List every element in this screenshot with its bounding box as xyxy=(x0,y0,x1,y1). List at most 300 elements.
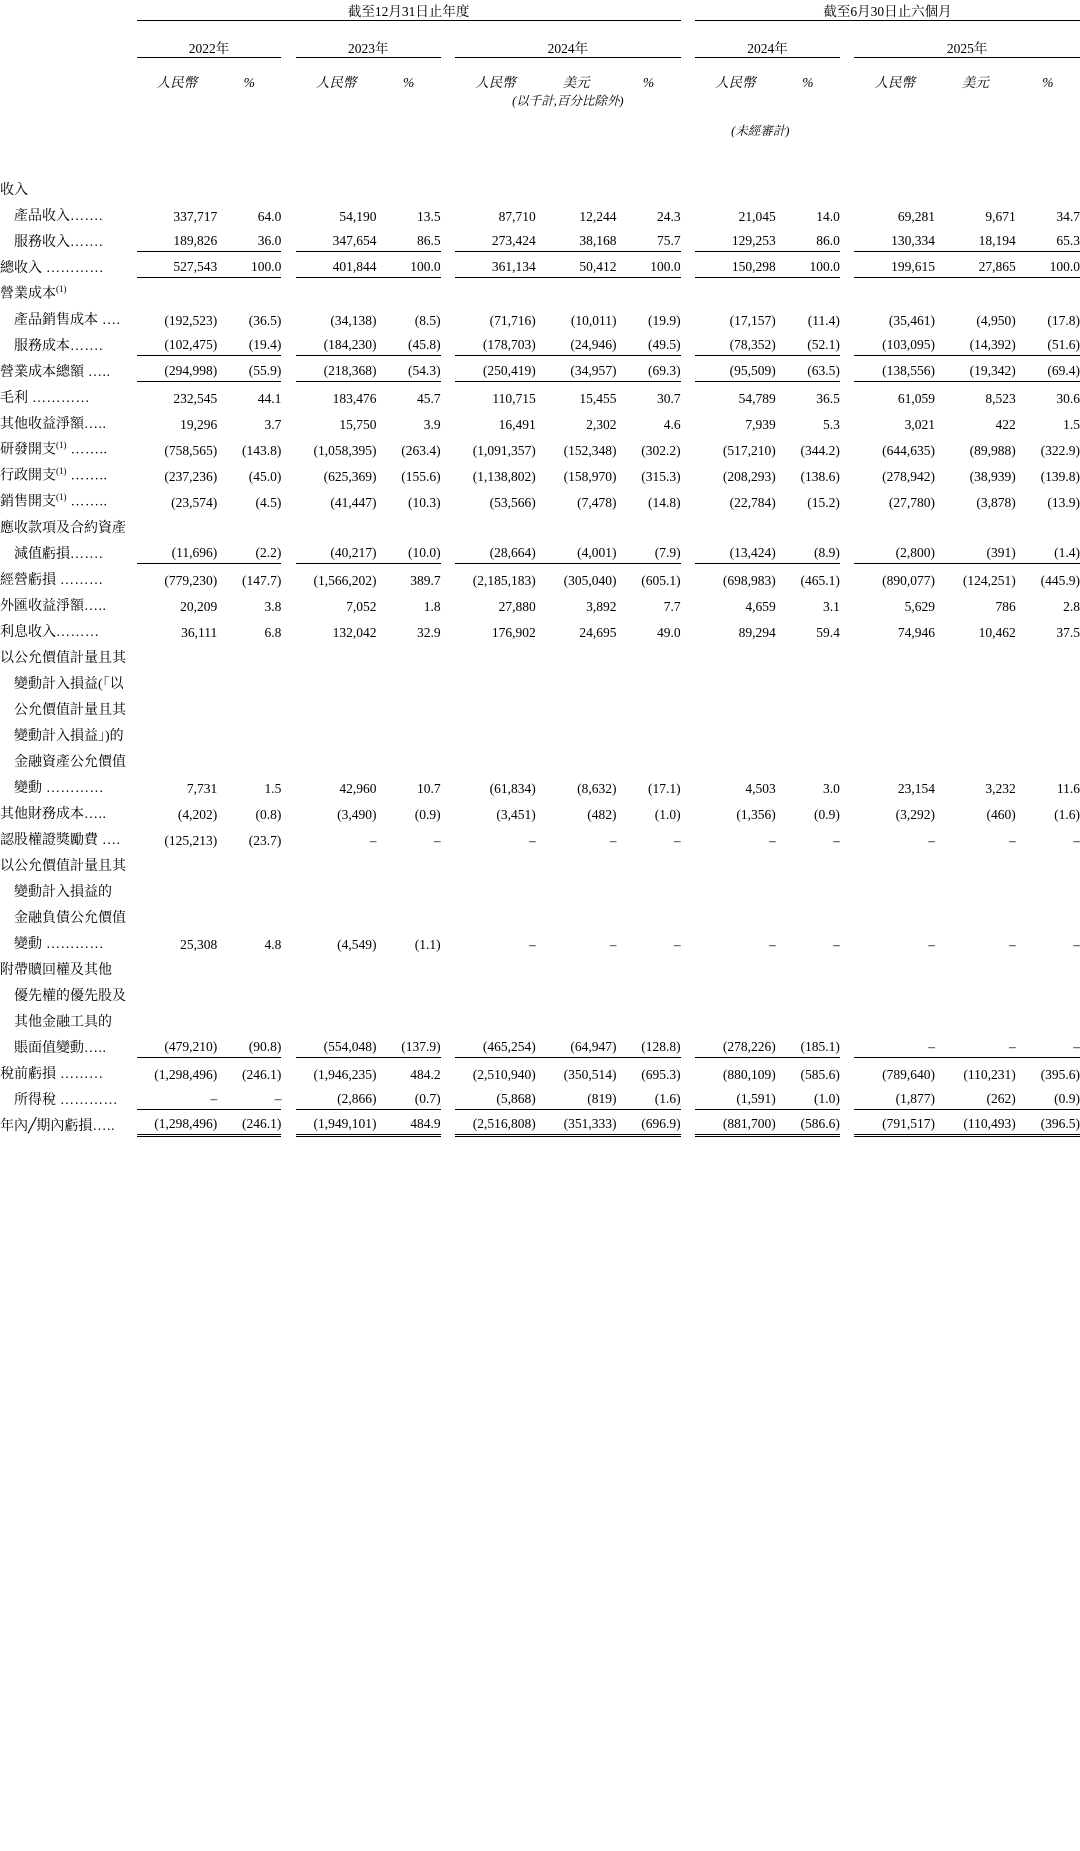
row-value: – xyxy=(217,1083,281,1109)
row-value: (69.4) xyxy=(1016,355,1080,381)
row-value xyxy=(377,875,441,901)
column-gap xyxy=(281,667,295,693)
column-gap xyxy=(681,277,695,303)
row-value: (89,988) xyxy=(969,443,1016,458)
row-value xyxy=(217,875,281,901)
row-value xyxy=(1016,693,1080,719)
row-label: 其他財務成本….. xyxy=(0,807,107,822)
row-label: 應收款項及合約資產 xyxy=(0,521,126,536)
row-value: (69.3) xyxy=(616,355,680,381)
column-gap xyxy=(840,589,854,615)
row-value: 14.0 xyxy=(816,209,840,224)
row-value: (1,591) xyxy=(695,1083,776,1109)
row-value: – xyxy=(928,833,936,848)
column-gap xyxy=(681,927,695,953)
header-spacer-1 xyxy=(0,21,1080,38)
row-value: (881,700) xyxy=(695,1109,776,1135)
row-value: (19,342) xyxy=(935,355,1016,381)
row-value xyxy=(854,745,935,771)
row-value xyxy=(776,693,840,719)
row-value: 2,302 xyxy=(586,417,617,432)
column-gap xyxy=(681,667,695,693)
row-value xyxy=(377,277,441,303)
row-value: (246.1) xyxy=(241,1067,282,1082)
row-value: 89,294 xyxy=(738,625,776,640)
column-gap xyxy=(840,329,854,355)
row-value: 23,154 xyxy=(897,781,936,796)
row-value: 1.8 xyxy=(423,599,441,614)
row-value xyxy=(377,511,441,537)
row-value: 11.6 xyxy=(1056,781,1080,796)
row-value: (192,523) xyxy=(164,313,218,328)
table-row xyxy=(0,199,1080,225)
row-value xyxy=(1016,849,1080,875)
column-gap xyxy=(441,797,455,823)
row-value: (482) xyxy=(587,807,617,822)
row-value xyxy=(296,719,377,745)
row-value xyxy=(137,511,218,537)
column-gap xyxy=(281,1109,295,1135)
table-row xyxy=(0,771,1080,797)
row-value: (143.8) xyxy=(241,443,282,458)
row-value: 183,476 xyxy=(332,391,377,406)
column-gap xyxy=(441,199,455,225)
column-gap xyxy=(681,719,695,745)
row-value: 65.3 xyxy=(1016,225,1080,251)
row-value xyxy=(536,1005,617,1031)
column-gap xyxy=(681,225,695,251)
row-value: (1,298,496) xyxy=(154,1067,218,1082)
column-gap xyxy=(281,355,295,381)
row-label: 研發開支$^{(1)}$ …….. xyxy=(0,440,108,458)
row-value xyxy=(616,745,680,771)
column-gap xyxy=(281,719,295,745)
row-value xyxy=(137,901,218,927)
row-value xyxy=(776,953,840,979)
row-value xyxy=(776,745,840,771)
row-value: 86.5 xyxy=(377,225,441,251)
row-value xyxy=(616,901,680,927)
row-value: 59.4 xyxy=(816,625,840,640)
header-group-annual: 截至12月31日止年度 xyxy=(137,0,681,21)
row-label: 公允價值計量且其 xyxy=(14,703,126,718)
row-value: (24,946) xyxy=(536,329,617,355)
row-value: 54,190 xyxy=(339,209,377,224)
row-value xyxy=(137,1005,218,1031)
row-value xyxy=(296,745,377,771)
row-value xyxy=(137,953,218,979)
row-value xyxy=(695,849,776,875)
header-cur-2024-usd: 美元 xyxy=(562,75,590,90)
row-value xyxy=(1016,173,1080,199)
row-value: (465.1) xyxy=(800,573,840,588)
row-label: 利息收入……… xyxy=(0,625,100,640)
row-value xyxy=(217,511,281,537)
row-value xyxy=(776,901,840,927)
row-value: (36.5) xyxy=(248,313,282,328)
row-value xyxy=(536,277,617,303)
column-gap xyxy=(681,693,695,719)
row-value: (10.0) xyxy=(377,537,441,563)
column-gap xyxy=(281,303,295,329)
column-gap xyxy=(441,745,455,771)
row-value: (10.3) xyxy=(408,495,441,510)
column-gap xyxy=(840,381,854,407)
column-gap xyxy=(681,1109,695,1135)
column-gap xyxy=(840,745,854,771)
row-label: 附帶贖回權及其他 xyxy=(0,963,112,978)
row-value: – xyxy=(1008,937,1016,952)
row-value: (278,226) xyxy=(695,1031,776,1057)
row-value: 3,021 xyxy=(904,417,936,432)
row-value: (17,157) xyxy=(729,313,776,328)
row-value: – xyxy=(609,833,617,848)
row-value: 36.5 xyxy=(816,391,840,406)
row-value: (95,509) xyxy=(695,355,776,381)
row-value xyxy=(217,641,281,667)
row-value xyxy=(296,979,377,1005)
row-value: (49.5) xyxy=(616,329,680,355)
row-value: 422 xyxy=(995,417,1016,432)
row-value xyxy=(1016,719,1080,745)
table-row xyxy=(0,641,1080,667)
column-gap xyxy=(441,979,455,1005)
row-value xyxy=(1016,277,1080,303)
row-value xyxy=(455,667,536,693)
row-value: 3.7 xyxy=(264,417,282,432)
column-gap xyxy=(840,927,854,953)
table-row xyxy=(0,615,1080,641)
column-gap xyxy=(681,901,695,927)
row-value xyxy=(217,1005,281,1031)
row-value xyxy=(217,745,281,771)
row-value xyxy=(455,641,536,667)
row-value xyxy=(1016,979,1080,1005)
column-gap xyxy=(840,953,854,979)
column-gap xyxy=(840,537,854,563)
row-value: (1.0) xyxy=(776,1083,840,1109)
row-value: (0.9) xyxy=(1016,1083,1080,1109)
row-value xyxy=(536,173,617,199)
header-cur-2022-rmb: 人民幣 xyxy=(156,75,198,90)
row-label: 優先權的優先股及 xyxy=(14,989,126,1004)
row-value xyxy=(616,173,680,199)
column-gap xyxy=(681,745,695,771)
row-value xyxy=(377,849,441,875)
table-row xyxy=(0,797,1080,823)
column-gap xyxy=(441,329,455,355)
row-value: 44.1 xyxy=(257,391,282,406)
row-value: 3,232 xyxy=(985,781,1016,796)
row-value xyxy=(935,511,1016,537)
row-label: 變動 ………… xyxy=(14,937,104,952)
header-cur-2025i-pct: % xyxy=(1042,75,1054,90)
row-value: – xyxy=(369,833,377,848)
row-value xyxy=(137,875,218,901)
row-value: (22,784) xyxy=(729,495,776,510)
row-value xyxy=(854,719,935,745)
row-label: 行政開支$^{(1)}$ …….. xyxy=(0,466,108,484)
row-value xyxy=(935,745,1016,771)
column-gap xyxy=(281,745,295,771)
row-value: (8.9) xyxy=(776,537,840,563)
table-row xyxy=(0,459,1080,485)
row-value: (517,210) xyxy=(722,443,776,458)
column-gap xyxy=(441,459,455,485)
row-value: (305,040) xyxy=(563,573,617,588)
row-label: 年內╱期內虧損….. xyxy=(0,1119,115,1134)
row-value: (351,333) xyxy=(536,1109,617,1135)
column-gap xyxy=(840,563,854,589)
row-value xyxy=(217,693,281,719)
header-cur-2025i-usd: 美元 xyxy=(961,75,989,90)
row-value: 100.0 xyxy=(616,251,680,277)
row-value xyxy=(935,719,1016,745)
row-value: (11.4) xyxy=(807,313,840,328)
row-value: 347,654 xyxy=(296,225,377,251)
row-value: 189,826 xyxy=(137,225,218,251)
column-gap xyxy=(281,849,295,875)
row-value: (13.9) xyxy=(1047,495,1080,510)
row-value: (1.4) xyxy=(1016,537,1080,563)
table-row xyxy=(0,745,1080,771)
row-value: (1,566,202) xyxy=(313,573,377,588)
column-gap xyxy=(840,667,854,693)
row-value: (278,942) xyxy=(882,469,936,484)
column-gap xyxy=(281,199,295,225)
row-value: (124,251) xyxy=(962,573,1016,588)
row-value xyxy=(296,953,377,979)
row-value: 75.7 xyxy=(616,225,680,251)
table-row xyxy=(0,823,1080,849)
row-value xyxy=(377,1005,441,1031)
table-row xyxy=(0,1005,1080,1031)
column-gap xyxy=(840,407,854,433)
row-value xyxy=(1016,1005,1080,1031)
row-label: 毛利 ………… xyxy=(0,391,90,406)
table-row xyxy=(0,225,1080,251)
row-value: 27,880 xyxy=(498,599,536,614)
row-value: (605.1) xyxy=(641,573,681,588)
row-value: 401,844 xyxy=(296,251,377,277)
row-value xyxy=(137,173,218,199)
row-value: (14,392) xyxy=(935,329,1016,355)
column-gap xyxy=(681,173,695,199)
row-value xyxy=(455,173,536,199)
row-value xyxy=(296,511,377,537)
row-value xyxy=(616,979,680,1005)
row-value: (3,292) xyxy=(895,807,936,822)
column-gap xyxy=(281,953,295,979)
row-value: (64,947) xyxy=(536,1031,617,1057)
row-value: (78,352) xyxy=(695,329,776,355)
row-value: (0.7) xyxy=(377,1083,441,1109)
column-gap xyxy=(681,797,695,823)
row-value: – xyxy=(935,1031,1016,1057)
row-value: (2,516,808) xyxy=(455,1109,536,1135)
row-value: (103,095) xyxy=(854,329,935,355)
row-value xyxy=(854,875,935,901)
column-gap xyxy=(281,979,295,1005)
row-value xyxy=(776,875,840,901)
row-value: (11,696) xyxy=(137,537,218,563)
row-value: (791,517) xyxy=(854,1109,935,1135)
column-gap xyxy=(681,199,695,225)
row-value: (147.7) xyxy=(241,573,282,588)
column-gap xyxy=(840,615,854,641)
table-row xyxy=(0,511,1080,537)
row-value xyxy=(536,667,617,693)
row-value xyxy=(455,277,536,303)
header-currency-row xyxy=(0,74,1080,91)
row-value xyxy=(695,745,776,771)
column-gap xyxy=(681,615,695,641)
row-value: (554,048) xyxy=(296,1031,377,1057)
row-value: 30.6 xyxy=(1056,391,1080,406)
row-value xyxy=(1016,641,1080,667)
row-value: 6.8 xyxy=(264,625,282,640)
row-value: (55.9) xyxy=(217,355,281,381)
row-label: 銷售開支$^{(1)}$ …….. xyxy=(0,492,108,510)
row-value xyxy=(616,693,680,719)
row-value: (0.9) xyxy=(414,807,441,822)
column-gap xyxy=(681,979,695,1005)
row-value: 130,334 xyxy=(854,225,935,251)
column-gap xyxy=(441,485,455,511)
header-year-2025-interim: 2025年 xyxy=(854,37,1080,58)
row-value xyxy=(616,875,680,901)
column-gap xyxy=(681,303,695,329)
header-cur-2024i-pct: % xyxy=(802,75,814,90)
row-value: 7.7 xyxy=(663,599,681,614)
column-gap xyxy=(441,901,455,927)
column-gap xyxy=(840,901,854,927)
column-gap xyxy=(840,303,854,329)
row-value: 110,715 xyxy=(492,391,536,406)
row-value: (185.1) xyxy=(776,1031,840,1057)
header-year-2024-interim: 2024年 xyxy=(695,37,840,58)
column-gap xyxy=(441,589,455,615)
row-value: (90.8) xyxy=(217,1031,281,1057)
row-value: (4,202) xyxy=(177,807,218,822)
row-value: (45.0) xyxy=(248,469,282,484)
column-gap xyxy=(281,251,295,277)
row-value xyxy=(1016,667,1080,693)
row-value xyxy=(536,979,617,1005)
column-gap xyxy=(681,563,695,589)
row-value: 7,939 xyxy=(745,417,776,432)
row-value xyxy=(296,901,377,927)
row-value: 13.5 xyxy=(417,209,441,224)
row-value: (51.6) xyxy=(1016,329,1080,355)
row-value xyxy=(695,875,776,901)
row-value: 74,946 xyxy=(897,625,936,640)
table-row xyxy=(0,251,1080,277)
row-value: (4,950) xyxy=(976,313,1016,328)
row-value: 69,281 xyxy=(897,209,936,224)
column-gap xyxy=(281,537,295,563)
row-value xyxy=(776,849,840,875)
column-gap xyxy=(681,329,695,355)
row-value xyxy=(455,979,536,1005)
row-value: (625,369) xyxy=(323,469,377,484)
row-label: 總收入 ………… xyxy=(0,261,104,276)
row-value xyxy=(695,641,776,667)
row-value xyxy=(854,1005,935,1031)
row-value: 45.7 xyxy=(417,391,441,406)
column-gap xyxy=(441,277,455,303)
row-value xyxy=(1016,511,1080,537)
column-gap xyxy=(441,1005,455,1031)
row-value xyxy=(776,511,840,537)
row-value xyxy=(776,641,840,667)
row-value xyxy=(935,693,1016,719)
row-label: 以公允價值計量且其 xyxy=(0,651,126,666)
row-value: (246.1) xyxy=(217,1109,281,1135)
row-label: 經營虧損 ……… xyxy=(0,573,104,588)
row-value: (460) xyxy=(986,807,1016,822)
row-value: (1,356) xyxy=(736,807,776,822)
row-value: – xyxy=(1008,833,1016,848)
table-row xyxy=(0,667,1080,693)
row-value: – xyxy=(433,833,441,848)
column-gap xyxy=(441,693,455,719)
row-value: (34,138) xyxy=(330,313,377,328)
column-gap xyxy=(281,511,295,537)
row-value xyxy=(854,173,935,199)
row-value: (17.8) xyxy=(1047,313,1080,328)
row-value xyxy=(296,1005,377,1031)
row-value: (3,878) xyxy=(976,495,1016,510)
row-value: 3.0 xyxy=(823,781,840,796)
row-value xyxy=(854,901,935,927)
column-gap xyxy=(681,1005,695,1031)
row-value: 232,545 xyxy=(173,391,218,406)
row-value: 36.0 xyxy=(217,225,281,251)
column-gap xyxy=(681,251,695,277)
column-gap xyxy=(281,589,295,615)
table-body xyxy=(0,173,1080,1135)
row-value: (395.6) xyxy=(1040,1067,1080,1082)
row-value: 5.3 xyxy=(823,417,840,432)
row-value xyxy=(1016,953,1080,979)
row-value: (344.2) xyxy=(800,443,840,458)
row-value: (13,424) xyxy=(695,537,776,563)
column-gap xyxy=(840,719,854,745)
column-gap xyxy=(281,329,295,355)
row-value: (8.5) xyxy=(414,313,441,328)
row-value: 484.9 xyxy=(377,1109,441,1135)
column-gap xyxy=(681,433,695,459)
table-row xyxy=(0,875,1080,901)
row-value: (2,800) xyxy=(854,537,935,563)
row-value: 42,960 xyxy=(339,781,377,796)
row-label: 營業成本$^{(1)}$ xyxy=(0,284,67,302)
row-value: – xyxy=(928,937,936,952)
row-value xyxy=(217,953,281,979)
column-gap xyxy=(681,771,695,797)
table-row xyxy=(0,693,1080,719)
table-row xyxy=(0,563,1080,589)
row-value xyxy=(616,849,680,875)
row-value xyxy=(1016,875,1080,901)
row-value: (758,565) xyxy=(164,443,218,458)
row-value xyxy=(217,979,281,1005)
table-row xyxy=(0,303,1080,329)
row-value: (45.8) xyxy=(377,329,441,355)
row-value: (696.9) xyxy=(616,1109,680,1135)
table-row xyxy=(0,1109,1080,1135)
